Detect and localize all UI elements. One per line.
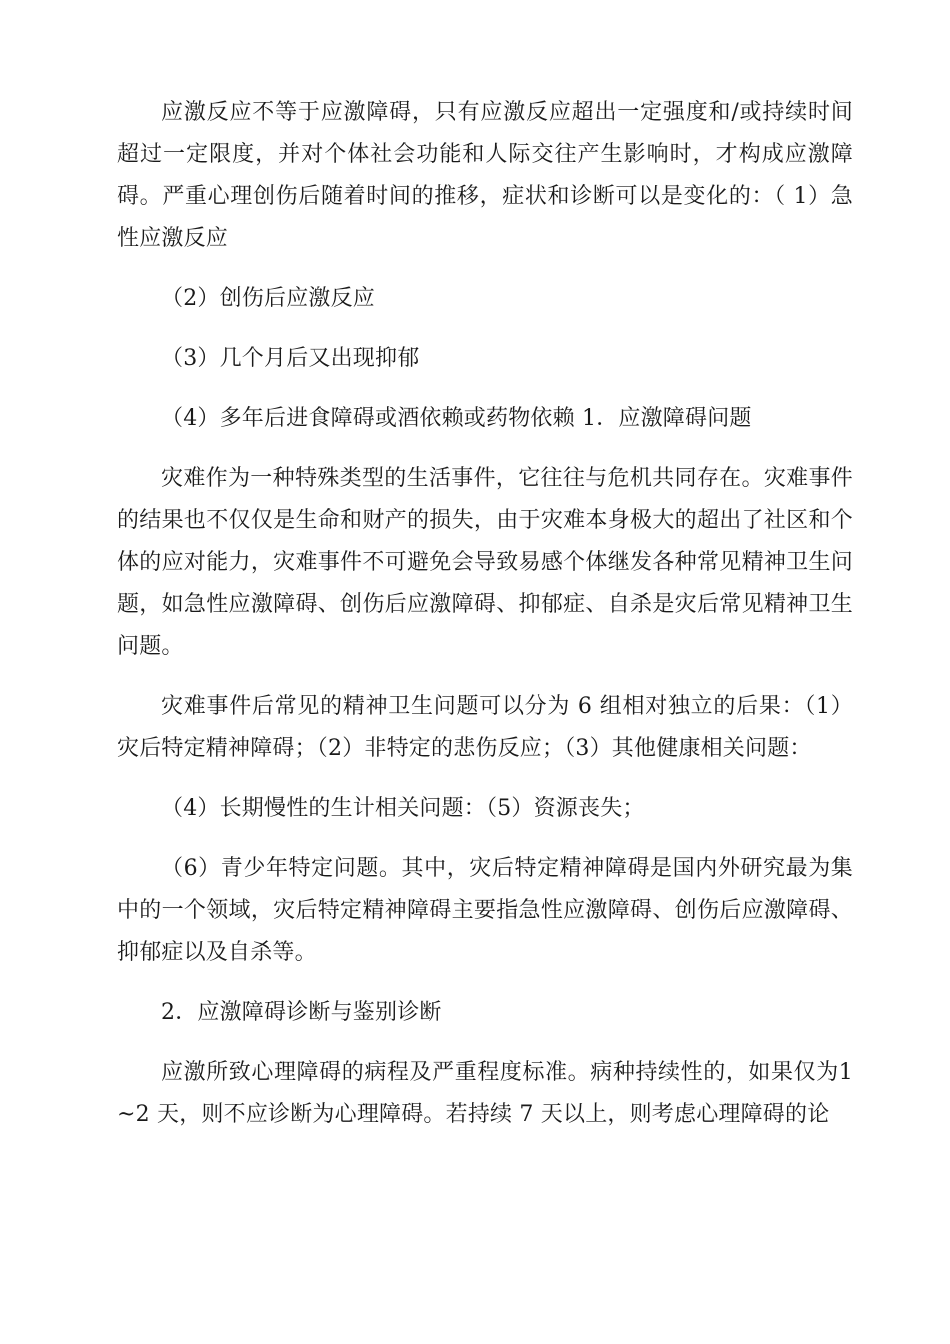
paragraph-disaster-events: 灾难作为一种特殊类型的生活事件，它往往与危机共同存在。灾难事件的结果也不仅仅是生命和财产的损失，由于灾难本身极大的超出了社区和个体的应对能力，灾难事件不可避免会导致易感个体继发各种常见精神卫生问题，如急性应激障碍、创伤后应激障碍、抑郁症、自杀是灾后常见精神卫生问题。 bbox=[117, 466, 853, 659]
paragraph-livelihood-and-resources: （4）长期慢性的生计相关问题：（5）资源丧失； bbox=[161, 796, 645, 821]
paragraph-adolescent-problems: （6）青少年特定问题。其中，灾后特定精神障碍是国内外研究最为集中的一个领域，灾后特定精神障碍主要指急性应激障碍、创伤后应激障碍、抑郁症以及自杀等。 bbox=[117, 856, 853, 965]
section-heading-diagnosis: 2．应激障碍诊断与鉴别诊断 bbox=[161, 1000, 442, 1025]
document-body bbox=[117, 92, 853, 1136]
paragraph-ptsd-reaction: （2）创伤后应激反应 bbox=[161, 286, 375, 311]
paragraph-later-depression: （3）几个月后又出现抑郁 bbox=[161, 346, 420, 371]
paragraph-six-outcomes: 灾难事件后常见的精神卫生问题可以分为 6 组相对独立的后果：（1）灾后特定精神障碍；（2）非特定的悲伤反应；（3）其他健康相关问题： bbox=[117, 694, 853, 761]
paragraph-dependence-and-heading-1: （4）多年后进食障碍或酒依赖或药物依赖 1．应激障碍问题 bbox=[161, 406, 752, 431]
paragraph-stress-vs-disorder: 应激反应不等于应激障碍，只有应激反应超出一定强度和/或持续时间超过一定限度，并对个体社会功能和人际交往产生影响时，才构成应激障碍。严重心理创伤后随着时间的推移，症状和诊断可以是变化的：（ 1）急性应激反应 bbox=[117, 100, 853, 251]
paragraph-diagnosis-criteria: 应激所致心理障碍的病程及严重程度标准。病种持续性的，如果仅为1~2 天，则不应诊断为心理障碍。若持续 7 天以上，则考虑心理障碍的论 bbox=[117, 1060, 853, 1127]
